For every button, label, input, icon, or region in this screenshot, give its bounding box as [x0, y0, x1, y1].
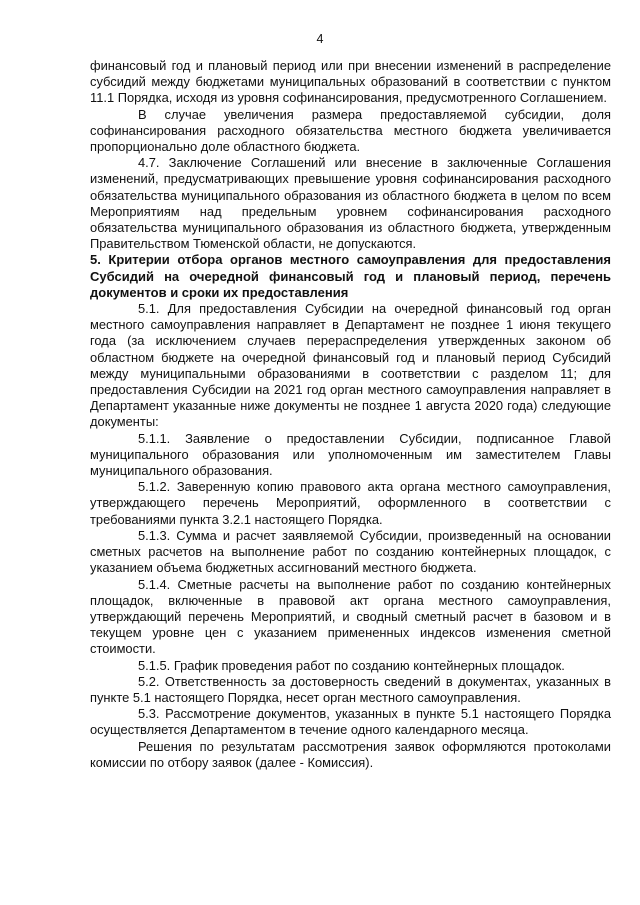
section-5: [90, 301, 611, 771]
paragraph-5-1-1: 5.1.1. Заявление о предоставлении Субсидии, подписанное Главой муниципального образования или уполномоченным им заместителем Главы муниципального образования.: [90, 430, 611, 479]
paragraph-5-1: 5.1. Для предоставления Субсидии на очередной финансовый год орган местного самоуправления направляет в Департамент не позднее 1 июня текущего года (за исключением случаев перераспределения утвержденных законом об областном бюджете на очередной финансовый год и плановый период Субсидий между муниципальными образованиями в соответствии с разделом 11; для предоставления Субсидии на 2021 год орган местного самоуправления направляет в Департамент указанные ниже документы не позднее 1 августа 2020 года) следующие документы:: [90, 301, 611, 430]
paragraph-continuation: финансовый год и плановый период или при внесении изменений в распределение субсидий между бюджетами муниципальных образований в соответствии с пунктом 11.1 Порядка, исходя из уровня софинансирования, предусмотренного Соглашением.: [90, 58, 611, 106]
page-number: 4: [316, 32, 324, 46]
paragraph-5-1-5: 5.1.5. График проведения работ по созданию контейнерных площадок.: [138, 657, 565, 673]
paragraph-5-1-2: 5.1.2. Заверенную копию правового акта органа местного самоуправления, утверждающего перечень Мероприятий, оформленного в соответствии с требованиями пункта 3.2.1 настоящего Порядка.: [90, 479, 611, 527]
section-heading: 5. Критерии отбора органов местного самоуправления для предоставления Субсидий на очередной финансовый год и плановый период, перечень документов и сроки их предоставления: [90, 252, 611, 300]
paragraph-subsidy-increase: В случае увеличения размера предоставляемой субсидии, доля софинансирования расходного обязательства местного бюджета увеличивается пропорционально доле областного бюджета.: [90, 106, 611, 155]
paragraph-decisions: Решения по результатам рассмотрения заявок оформляются протоколами комиссии по отбору заявок (далее - Комиссия).: [90, 738, 611, 770]
intro-section: [90, 58, 611, 252]
paragraph-5-1-3: 5.1.3. Сумма и расчет заявляемой Субсидии, произведенный на основании сметных расчетов на выполнение работ по созданию контейнерных площадок, с указанием объема бюджетных ассигнований местного бюджета.: [90, 527, 611, 576]
document-body: [90, 58, 611, 771]
paragraph-5-3: 5.3. Рассмотрение документов, указанных в пункте 5.1 настоящего Порядка осуществляется Департаментом в течение одного календарного месяца.: [90, 706, 611, 738]
paragraph-4-7: 4.7. Заключение Соглашений или внесение в заключенные Соглашения изменений, предусматривающих превышение уровня софинансирования расходного обязательства муниципального образования из областного бюджета в целом по всем Мероприятиям над предельным уровнем софинансирования расходного обязательства муниципального образования из областного бюджета, утвержденным Правительством Тюменской области, не допускаются.: [90, 155, 611, 252]
paragraph-5-2: 5.2. Ответственность за достоверность сведений в документах, указанных в пункте 5.1 настоящего Порядка, несет орган местного самоуправления.: [90, 673, 611, 705]
paragraph-5-1-4: 5.1.4. Сметные расчеты на выполнение работ по созданию контейнерных площадок, включенные в правовой акт органа местного самоуправления, утверждающий перечень Мероприятий, и сводный сметный расчет в базовом и в текущем уровне цен с указанием примененных индексов изменения сметной стоимости.: [90, 576, 611, 657]
